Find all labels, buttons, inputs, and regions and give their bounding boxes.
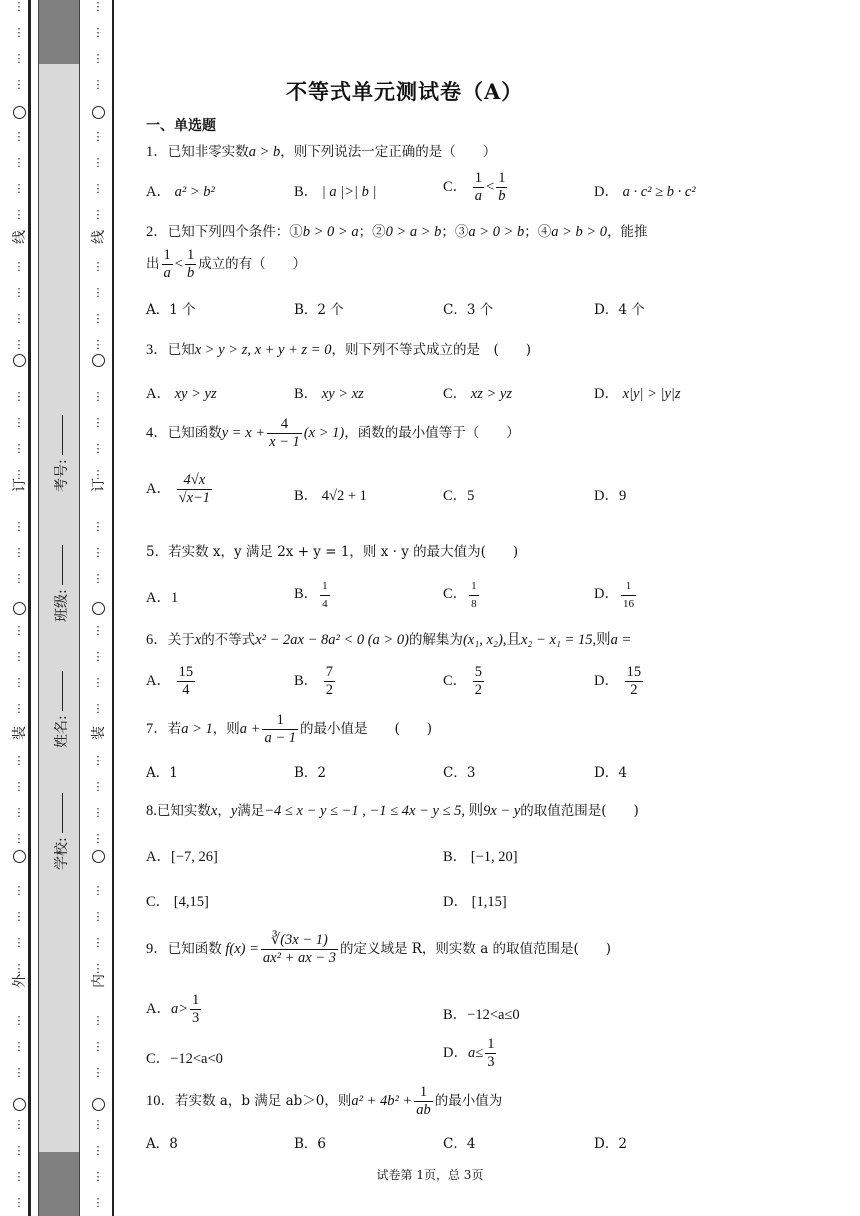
q10-option-c: C．4	[443, 1136, 476, 1152]
inner-seal-dot: ⋮	[92, 78, 104, 91]
inner-seal-dot: ⋮	[92, 910, 104, 923]
inner-seal-dot: ⋮	[92, 416, 104, 429]
outer-seal-mark: 装	[12, 726, 28, 740]
question-7: 7．若a > 1，则a + $\frac{1}{a - 1}$ 的最小值是 ( )	[146, 712, 433, 746]
outer-seal-dot: ⋮	[13, 208, 25, 221]
outer-seal-dot: ⋮	[13, 1196, 25, 1209]
question-2: 2．已知下列四个条件：①b > 0 > a；②0 > a > b；③a > 0 > b；④a > b > 0，能推	[146, 224, 648, 240]
outer-seal-dot: ⋮	[13, 260, 25, 273]
q10-option-b: B．6	[294, 1136, 327, 1152]
outer-seal-dot: ⋮	[13, 312, 25, 325]
class-field: 班级:	[51, 545, 71, 622]
q2-option-b: B．2 个	[294, 302, 344, 318]
inner-seal-line	[112, 0, 117, 1216]
q9-option-b: B．−12<a≤0	[443, 1007, 520, 1023]
inner-seal-dot: ⋮	[92, 468, 104, 481]
outer-seal-dot: ⋮	[13, 546, 25, 559]
outer-seal-dot: ⋮	[13, 130, 25, 143]
outer-seal-dot: ⋮	[13, 702, 25, 715]
question-3: 3．已知x > y > z, x + y + z = 0，则下列不等式成立的是 ( )	[146, 342, 531, 358]
q3-option-d: D． x|y| > |y|z	[594, 386, 681, 402]
q8-option-b: B． [−1, 20]	[443, 849, 518, 865]
question-8: 8.已知实数x，y满足−4 ≤ x − y ≤ −1 , −1 ≤ 4x − y ≤ 5, 则9x − y的取值范围是( )	[146, 803, 639, 819]
q9-option-c: C．−12<a<0	[146, 1051, 223, 1067]
outer-seal-dot: ⋮	[13, 572, 25, 585]
inner-seal-dot: ⋮	[92, 208, 104, 221]
inner-seal-circle	[92, 106, 105, 119]
inner-seal-mark: 内	[91, 974, 107, 988]
inner-seal-dot: ⋮	[92, 1118, 104, 1131]
inner-seal-dot: ⋮	[92, 1040, 104, 1053]
inner-seal-dot: ⋮	[92, 936, 104, 949]
q9-option-a: A．a> $\frac{1}{3}$	[146, 992, 200, 1026]
binding-margin	[0, 0, 122, 1216]
q10-option-d: D．2	[594, 1136, 627, 1152]
inner-seal-dot: ⋮	[92, 1144, 104, 1157]
outer-seal-dot: ⋮	[13, 442, 25, 455]
outer-seal-dot: ⋮	[13, 936, 25, 949]
q10-option-a: A．8	[146, 1136, 178, 1152]
inner-seal-mark: 订	[91, 478, 107, 492]
inner-seal-dot: ⋮	[92, 520, 104, 533]
q7-option-d: D．4	[594, 765, 627, 781]
inner-seal-dot: ⋮	[92, 260, 104, 273]
q4-option-c: C．5	[443, 488, 475, 504]
outer-seal-dot: ⋮	[13, 338, 25, 351]
q3-option-c: C． xz > yz	[443, 386, 512, 402]
inner-seal-mark: 装	[91, 726, 107, 740]
q5-option-d: D． $\frac{1}{16}$	[594, 580, 634, 610]
q1-option-d: D． a · c² ≥ b · c²	[594, 184, 696, 200]
outer-seal-dot: ⋮	[13, 676, 25, 689]
inner-seal-dot: ⋮	[92, 26, 104, 39]
inner-seal-dot: ⋮	[92, 182, 104, 195]
outer-seal-dot: ⋮	[13, 832, 25, 845]
q3-option-b: B． xy > xz	[294, 386, 364, 402]
outer-seal-dot: ⋮	[13, 1014, 25, 1027]
outer-seal-circle	[13, 1098, 26, 1111]
outer-seal-mark: 外	[12, 974, 28, 988]
question-4: 4．已知函数y = x + $\frac{4}{x - 1}$ (x > 1)，函数的最小值等于（ ）	[146, 416, 520, 450]
inner-seal-dot: ⋮	[92, 390, 104, 403]
q3-option-a: A． xy > yz	[146, 386, 217, 402]
outer-seal-dot: ⋮	[13, 910, 25, 923]
page-footer: 试卷第 1页，总 3页	[376, 1168, 484, 1182]
outer-seal-dot: ⋮	[13, 962, 25, 975]
inner-seal-dot: ⋮	[92, 884, 104, 897]
q1-option-b: B． | a |>| b |	[294, 184, 377, 200]
outer-seal-dot: ⋮	[13, 156, 25, 169]
band-bottom-block	[39, 1152, 79, 1216]
inner-seal-dot: ⋮	[92, 156, 104, 169]
outer-seal-dot: ⋮	[13, 624, 25, 637]
band-top-block	[39, 0, 79, 64]
q8-option-a: A．[−7, 26]	[146, 849, 218, 865]
q5-option-a: A．1	[146, 590, 179, 606]
inner-seal-dot: ⋮	[92, 754, 104, 767]
question-2-line-2: 出 $\frac{1}{a}$ < $\frac{1}{b}$ 成立的有（ ）	[146, 247, 307, 281]
inner-seal-dot: ⋮	[92, 338, 104, 351]
exam-title: 不等式单元测试卷（A）	[286, 79, 524, 104]
inner-seal-dot: ⋮	[92, 1170, 104, 1183]
outer-seal-line	[28, 0, 34, 1216]
inner-seal-dot: ⋮	[92, 52, 104, 65]
q4-option-d: D．9	[594, 488, 627, 504]
outer-seal-dot: ⋮	[13, 286, 25, 299]
outer-seal-dot: ⋮	[13, 0, 25, 13]
outer-seal-mark: 订	[12, 478, 28, 492]
outer-seal-dot: ⋮	[13, 884, 25, 897]
inner-seal-dot: ⋮	[92, 312, 104, 325]
outer-seal-circle	[13, 354, 26, 367]
outer-seal-dot: ⋮	[13, 78, 25, 91]
outer-seal-dot: ⋮	[13, 1170, 25, 1183]
school-field: 学校:	[51, 793, 71, 870]
inner-seal-dot: ⋮	[92, 0, 104, 13]
inner-seal-dot: ⋮	[92, 1014, 104, 1027]
question-1: 1．已知非零实数a > b，则下列说法一定正确的是（ ）	[146, 144, 497, 160]
q8-option-c: C． [4,15]	[146, 894, 209, 910]
q9-option-d: D．a≤ $\frac{1}{3}$	[443, 1036, 495, 1070]
q6-option-a: A． $\frac{15}{4}$	[146, 664, 194, 698]
outer-seal-dot: ⋮	[13, 390, 25, 403]
q6-option-c: C． $\frac{5}{2}$	[443, 664, 483, 698]
inner-seal-dot: ⋮	[92, 676, 104, 689]
exam-number-field: 考号:	[51, 415, 71, 492]
q4-option-a: A． $\frac{4√x}{√x-1}$	[146, 472, 211, 506]
q7-option-c: C．3	[443, 765, 476, 781]
outer-seal-mark: 线	[12, 230, 28, 244]
inner-seal-dot: ⋮	[92, 442, 104, 455]
inner-seal-circle	[92, 354, 105, 367]
q2-option-a: A．1 个	[146, 302, 196, 318]
q4-option-b: B． 4√2 + 1	[294, 488, 367, 504]
q6-option-d: D． $\frac{15}{2}$	[594, 664, 642, 698]
inner-seal-dot: ⋮	[92, 130, 104, 143]
question-6: 6．关于x的不等式x² − 2ax − 8a² < 0 (a > 0)的解集为(x₁, x₂),且x₂ − x₁ = 15,则a =	[146, 632, 632, 648]
question-5: 5．若实数 x，y 满足 2x + y = 1，则 x · y 的最大值为( )	[146, 544, 519, 560]
outer-seal-dot: ⋮	[13, 26, 25, 39]
inner-seal-dot: ⋮	[92, 624, 104, 637]
inner-seal-dot: ⋮	[92, 780, 104, 793]
outer-seal-dot: ⋮	[13, 780, 25, 793]
outer-seal-dot: ⋮	[13, 416, 25, 429]
outer-seal-dot: ⋮	[13, 52, 25, 65]
outer-seal-dot: ⋮	[13, 1144, 25, 1157]
inner-seal-dot: ⋮	[92, 962, 104, 975]
q5-option-c: C． $\frac{1}{8}$	[443, 580, 477, 610]
inner-seal-dot: ⋮	[92, 806, 104, 819]
inner-seal-circle	[92, 850, 105, 863]
inner-seal-dot: ⋮	[92, 546, 104, 559]
q7-option-b: B．2	[294, 765, 327, 781]
section-heading: 一、单选题	[146, 118, 216, 134]
outer-seal-circle	[13, 602, 26, 615]
inner-seal-dot: ⋮	[92, 1066, 104, 1079]
outer-seal-dot: ⋮	[13, 182, 25, 195]
inner-seal-dot: ⋮	[92, 832, 104, 845]
inner-seal-dot: ⋮	[92, 572, 104, 585]
outer-seal-dot: ⋮	[13, 1040, 25, 1053]
q2-option-c: C．3 个	[443, 302, 494, 318]
outer-seal-dot: ⋮	[13, 468, 25, 481]
question-9: 9．已知函数 f(x) = $\frac{∛(3x - 1)}{\text{ax² + ax − 3}}$ 的定义域是 R，则实数 a 的取值范围是( )	[146, 932, 612, 966]
q2-option-d: D．4 个	[594, 302, 645, 318]
q5-option-b: B． $\frac{1}{4}$	[294, 580, 328, 610]
outer-seal-dot: ⋮	[13, 520, 25, 533]
outer-seal-dot: ⋮	[13, 1118, 25, 1131]
outer-seal-column	[8, 0, 30, 1216]
q8-option-d: D． [1,15]	[443, 894, 507, 910]
name-field: 姓名:	[51, 671, 71, 748]
student-info-band	[38, 0, 80, 1216]
outer-seal-dot: ⋮	[13, 754, 25, 767]
q1-option-a: A． a² > b²	[146, 184, 215, 200]
q1-option-c: C． $\frac{1}{a}$ < $\frac{1}{b}$	[443, 170, 506, 204]
inner-seal-dot: ⋮	[92, 650, 104, 663]
inner-seal-circle	[92, 602, 105, 615]
outer-seal-dot: ⋮	[13, 650, 25, 663]
outer-seal-dot: ⋮	[13, 806, 25, 819]
inner-seal-mark: 线	[91, 230, 107, 244]
inner-seal-dot: ⋮	[92, 1196, 104, 1209]
outer-seal-circle	[13, 106, 26, 119]
q6-option-b: B． $\frac{7}{2}$	[294, 664, 334, 698]
inner-seal-circle	[92, 1098, 105, 1111]
inner-seal-dot: ⋮	[92, 702, 104, 715]
q7-option-a: A．1	[146, 765, 178, 781]
inner-seal-column	[87, 0, 109, 1216]
outer-seal-dot: ⋮	[13, 1066, 25, 1079]
outer-seal-circle	[13, 850, 26, 863]
question-10: 10．若实数 a，b 满足 ab＞0，则a² + 4b² + $\frac{1}{ab}$ 的最小值为	[146, 1084, 503, 1118]
inner-seal-dot: ⋮	[92, 286, 104, 299]
